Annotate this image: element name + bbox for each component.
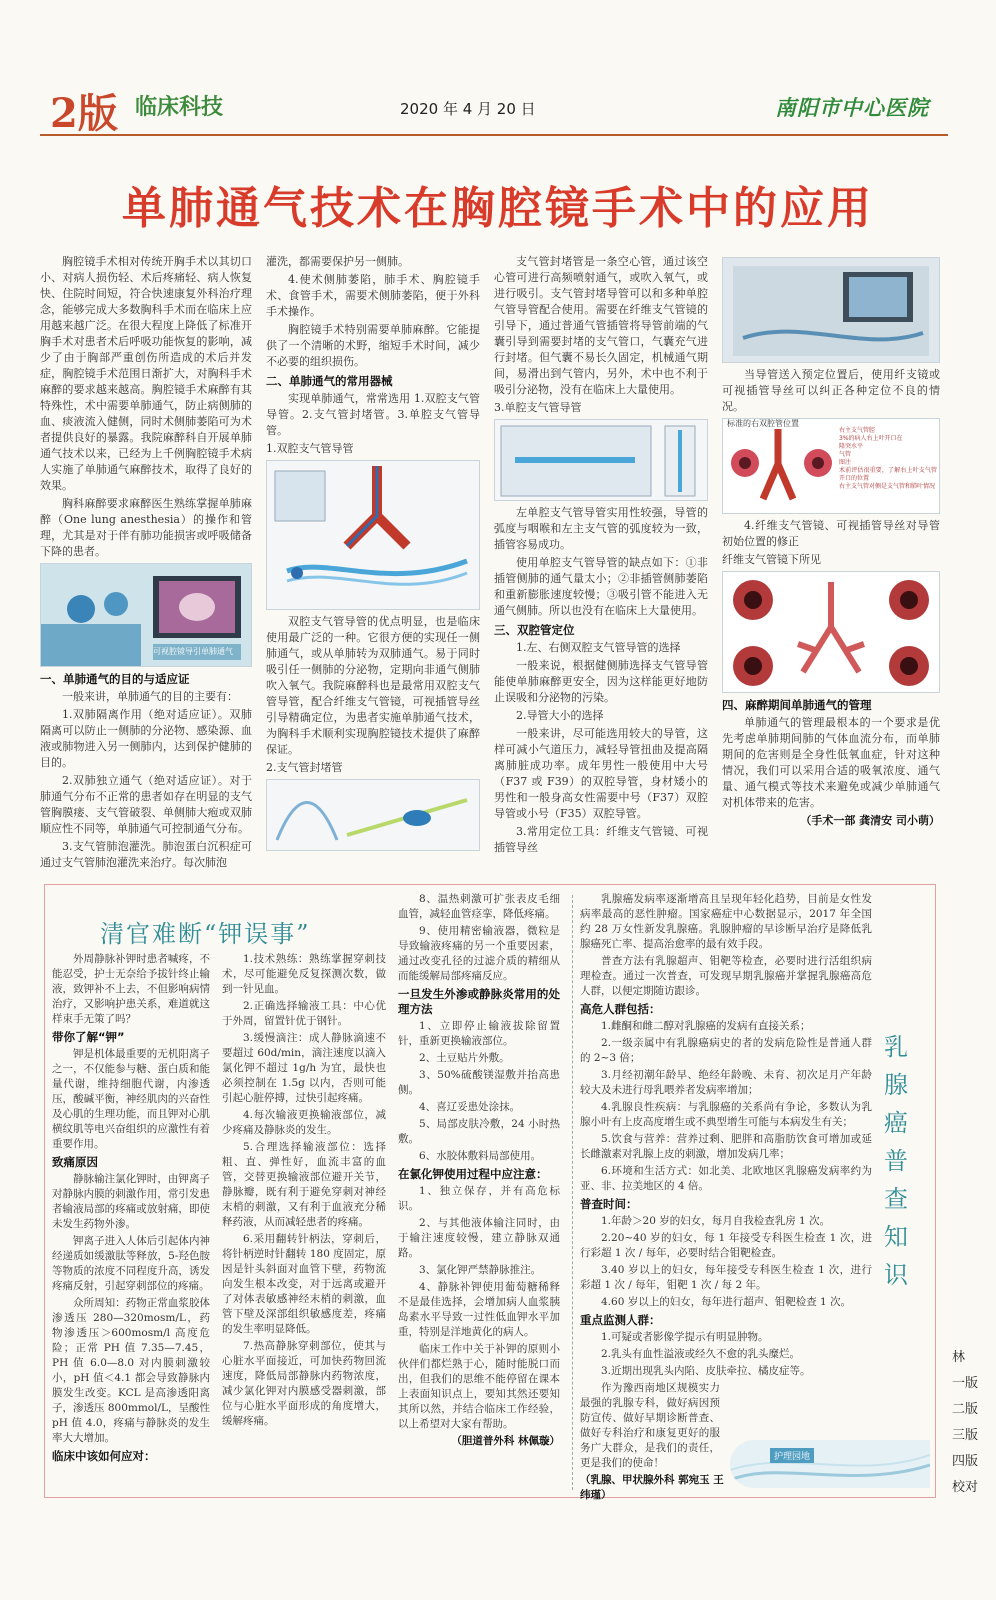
- list-item: 4.60 岁以上的妇女，每年进行超声、钼靶检查 1 次。: [601, 1296, 852, 1308]
- badge-decoration: [730, 1440, 930, 1488]
- paragraph: 支气管封堵管是一条空心管，通过该空心管可进行高频喷射通气，或吹入氧气，或进行吸引。支气管封堵导管可以和多种单腔气管导管配合使用。需要在纤维支气管镜的引导下，通过普通气管插管将导管前端的气囊引导到需要封堵的支气管口，气囊充气进行封堵。但气囊不易长久固定，机械通气期间，易滑出到气管内，另外，术中也不利于吸引分泌物，没有在临床上大量使用。: [494, 255, 708, 396]
- paragraph: 7.热高静脉穿刺部位，使其与心脏水平面接近，可加快药物回流速度，降低局部静脉内药物浓度，减少氯化钾对内膜感受器刺激，部位与心脏水平面形成的角度增大，缓解疼痛。: [222, 1340, 386, 1427]
- list-item: 2、土豆贴片外敷。: [419, 1052, 510, 1064]
- subheading: 普查时间：: [580, 1197, 638, 1211]
- list-item: 5、局部皮肤冷敷，24 小时热敷。: [398, 1118, 560, 1145]
- section-heading: 二、单肺通气的常用器械: [266, 374, 393, 388]
- bronchial-tube-diagram: [267, 461, 479, 610]
- column-divider: [572, 895, 573, 1490]
- list-item: 5.饮食与营养：营养过剩、肥胖和高脂肪饮食可增加或延长雌激素对乳腺上皮的刺激，增加发病几率；: [580, 1133, 872, 1160]
- diagram-note: 右主支气管腔: [839, 427, 876, 434]
- diagram-note: 术前评估很重要，了解右上叶支气管开口的位置: [839, 467, 937, 482]
- paragraph: 胸科麻醉要求麻醉医生熟练掌握单肺麻醉（One lung anesthesia）的操作和管理，尤其是对于伴有肺功能损害或呼吸储备下降的患者。: [40, 497, 252, 558]
- paragraph: 单肺通气的管理最根本的一个要求是优先考虑单肺期间肺的气体血流分布，而单肺期间的危害则是全身性低氧血症，针对这种情况，我们可以采用合适的吸氧浓度、通气量、通气模式等技术来避免或减少单肺通气对机体带来的危害。: [722, 716, 940, 809]
- diagram-note: 气管: [839, 451, 852, 458]
- paragraph: 胸腔镜手术特别需要单肺麻醉。它能提供了一个清晰的术野，缩短手术时间，减少不必要的组织损伤。: [266, 323, 480, 368]
- bronchoscopy-views-figure: [722, 571, 940, 693]
- paragraph: 使用单腔支气管导管的缺点如下：①非插管侧肺的通气量太小；②非插管侧肺萎陷和重新膨胀速度较慢；③吸引管不能进入无通气侧肺。所以也没有在临床上大量使用。: [494, 556, 708, 617]
- paragraph: 普查方法有乳腺超声、钼靶等检查，必要时进行活组织病理检查。通过一次普查，可发现早期乳腺癌并掌握乳腺癌高危人群，以便定期随访跟诊。: [580, 955, 872, 997]
- paragraph: 8、温热刺激可扩张表皮毛细血管，减轻血管痉挛，降低疼痛。: [398, 893, 560, 920]
- paragraph: 2.导管大小的选择: [516, 709, 604, 722]
- caption-paragraph: 当导管送入预定位置后，使用纤支镜或可视插管导丝可以纠正各种定位不良的情况。: [722, 368, 940, 413]
- paragraph: 钾是机体最重要的无机阳离子之一，不仅能参与糖、蛋白质和能量代谢，维持细胞代谢，内渗透压，酸碱平衡，神经肌肉的兴奋性及心肌的生理功能，而且钾对心肌横纹肌等电兴奋组织的应激性有着重要作用。: [52, 1048, 210, 1150]
- list-item: 1.可疑或者影像学提示有明显肿物。: [601, 1331, 769, 1343]
- list-item: 2、与其他液体输注同时，由于输注速度较慢，建立静脉双通路。: [398, 1217, 560, 1259]
- paragraph: 作为豫西南地区规模实力最强的乳腺专科，做好病因预防宣传、做好早期诊断普查、做好专科治疗和康复更好的服务广大群众，是我们的责任，更是我们的使命！: [580, 1382, 720, 1469]
- paragraph: 静脉输注氯化钾时，由钾离子对静脉内膜的刺激作用，常引发患者输液局部的疼痛或放射痛，即使未发生药物外渗。: [52, 1173, 210, 1230]
- paragraph: 1.左、右侧双腔支气管导管的选择: [516, 641, 681, 654]
- diagram-note: 3%的病人右上叶开口在: [839, 435, 903, 442]
- diagram-title: 标准的右双腔管位置: [727, 419, 799, 428]
- article3-vertical-title: 乳腺癌普查知识: [884, 1033, 908, 1289]
- paragraph: 胸腔镜手术相对传统开胸手术以其切口小、对病人损伤轻、术后疼痛轻、病人恢复快、住院时间短，符合快速康复外科治疗理念，能够完成大多数胸科手术而在临床上应用越来越广泛。在很大程度上降低了标准开胸手术对患者术后呼吸功能恢复的影响，减少了由于胸部严重创伤所造成的术后并发症，胸腔镜手术范围日渐扩大，对胸科手术麻醉的要求越来越高。胸腔镜手术麻醉有其特殊性，术中需要单肺通气，防止病侧肺的血、痰液流入健侧，同时术侧肺萎陷可为术者提供良好的暴露。我院麻醉科自开展单肺通气技术以来，已经为上千例胸腔镜手术病人实施了单肺通气麻醉技术，取得了良好的效果。: [40, 255, 252, 492]
- article1-col4: [722, 254, 940, 864]
- article2-col3: [398, 892, 560, 1492]
- list-item: 3.月经初潮年龄早、绝经年龄晚、未育、初次足月产年龄较大及未进行母乳喂养者发病率增加；: [580, 1069, 872, 1096]
- paragraph: 一般来讲，单肺通气的目的主要有：: [62, 690, 238, 703]
- list-item: 1.年龄＞20 岁的妇女，每月自我检查乳房 1 次。: [601, 1215, 831, 1227]
- section-heading: 四、麻醉期间单肺通气的管理: [722, 698, 872, 712]
- list-item: 6.环境和生活方式：如北美、北欧地区乳腺癌发病率约为亚、非、拉美地区的 4 倍。: [580, 1165, 872, 1192]
- edge-label: 林: [952, 1350, 966, 1365]
- paragraph: 3.常用定位工具：纤维支气管镜、可视插管导丝: [494, 825, 708, 854]
- list-item: 2.20~40 岁的妇女，每 1 年接受专科医生检查 1 次，进行彩超 1 次 / 每年，必要时结合钼靶检查。: [580, 1232, 872, 1259]
- paragraph: 钾离子进入人体后引起体内神经递质如缓激肽等释放，5-羟色胺等物质的浓度不同程度升高，诱发疼痛反射，引起穿刺部位的疼痛。: [52, 1235, 210, 1292]
- section-heading: 一、单肺通气的目的与适应证: [40, 672, 190, 686]
- paragraph: 乳腺癌发病率逐渐增高且呈现年轻化趋势，目前是女性发病率最高的恶性肿瘤。国家癌症中心数据显示，2017 年全国约 28 万女性新发乳腺癌。乳腺肿瘤的早诊断早治疗是降低乳腺癌死亡率、提高治愈率的最有效手段。: [580, 893, 872, 950]
- bronchoscope-views: [723, 572, 939, 693]
- bronchial-blocker-figure: [266, 779, 480, 851]
- paragraph: 1.双肺隔离作用（绝对适应证）。双肺隔离可以防止一侧肺的分泌物、感染源、血液或肺物进入另一侧肺内，达到保护健肺的目的。: [40, 708, 252, 769]
- article2-col2: [222, 952, 386, 1492]
- badge-label: 护理园地: [770, 1448, 814, 1463]
- list-item: 2.一级亲属中有乳腺癌病史的者的发病危险性是普通人群的 2~3 倍；: [580, 1037, 872, 1064]
- paragraph: 4.使术侧肺萎陷，肺手术、胸腔镜手术、食管手术，需要术侧肺萎陷，便于外科手术操作。: [266, 273, 480, 318]
- surgery-photo: [40, 563, 252, 667]
- double-lumen-tube-figure: [266, 460, 480, 610]
- article1-col3: [494, 254, 708, 864]
- author-byline: （胆道普外科 林佩璇）: [451, 1435, 560, 1447]
- list-item: 3、50%硫酸镁湿敷并抬高患侧。: [398, 1069, 560, 1096]
- list-item: 1、立即停止输液拔除留置针，重新更换输液部位。: [398, 1020, 560, 1047]
- single-lumen-tube-figure: [494, 419, 708, 501]
- photo-caption: 可视腔镜导引单肺通气: [153, 647, 233, 656]
- issue-date: 2020 年 4 月 20 日: [400, 100, 536, 118]
- subheading: 在氯化钾使用过程中应注意：: [398, 1167, 548, 1181]
- paragraph: 1.技术熟练：熟练掌握穿刺技术，尽可能避免反复探测次数，做到一针见血。: [222, 953, 386, 995]
- paragraph: 4.每次输液更换输液部位，减少疼痛及静脉炎的发生。: [222, 1109, 386, 1136]
- list-item: 3.40 岁以上的妇女，每年接受专科医生检查 1 次，进行彩超 1 次 / 每年，钼靶 1 次 / 每 2 年。: [580, 1264, 872, 1291]
- list-item: 4.乳腺良性疾病：与乳腺癌的关系尚有争论，多数认为乳腺小叶有上皮高度增生或不典型增生可能与本病发生有关；: [580, 1101, 872, 1128]
- list-item: 4、喜辽妥患处涂抹。: [419, 1101, 521, 1113]
- paragraph: 3.支气管肺泡灌洗。肺泡蛋白沉积症可通过支气管肺泡灌洗来治疗。每次肺泡: [40, 840, 252, 869]
- figure-title: 纤维支气管镜下所见: [722, 553, 821, 566]
- page-edge-labels: [952, 1345, 978, 1501]
- paragraph: 一般来讲，尽可能选用较大的导管，这样可减小气道压力，减轻导管扭曲及提高隔离肺脏成功率。成年男性一般使用中大号（F37 或 F39）的双腔导管，身材矮小的男性和一般身高女性需要中号（F37）双腔导管或小号（F35）双腔导管。: [494, 727, 708, 820]
- subheading: 重点监测人群：: [580, 1313, 661, 1327]
- paragraph: 5.合理选择输液部位：选择粗、直、弹性好，血流丰富的血管，交替更换输液部位避开关节，静脉瓣，既有利于避免穿刺对神经末梢的刺激，又有利于血液充分稀释药液，从而减轻患者的疼痛。: [222, 1141, 386, 1228]
- paragraph: 一般来说，根据健侧肺选择支气管导管能使单肺麻醉更安全，因为这样能更好地防止误吸和分泌物的污染。: [494, 659, 708, 704]
- subheading: 一旦发生外渗或静脉炎常用的处理方法: [398, 987, 560, 1016]
- list-item: 3.近期出现乳头内陷、皮肤牵拉、橘皮症等。: [601, 1365, 811, 1377]
- paragraph: 众所周知：药物正常血浆胶体渗透压 280—320mosm/L，药物渗透压＞600mosm/l 高度危险；正常 PH 值 7.35—7.45，PH 值 6.0—8.0 对内膜刺激较小，pH 值＜4.1 都会导致静脉内膜发生改变。KCL 是高渗透阳离子，渗透压 800mmol/L，呈酸性 pH 值 4.0，疼痛与静脉炎的发生率大大增加。: [52, 1297, 210, 1444]
- diagram-note: 右主支气管对侧是支气管和肺叶情况: [839, 483, 936, 490]
- diagram-note: 图注: [839, 459, 852, 466]
- list-item: 4、静脉补钾使用葡萄糖稀释不是最佳选择，会增加病人血浆胰岛素水平导致一过性低血钾水平加重，特别是洋地黄化的病人。: [398, 1281, 560, 1338]
- diagram-note: 隆突水平: [839, 443, 864, 450]
- figure-label: 2.支气管封堵管: [266, 761, 343, 774]
- subheading: 高危人群包括：: [580, 1002, 661, 1016]
- nursing-garden-badge: [730, 1440, 930, 1488]
- list-item: 2.乳头有血性溢液或经久不愈的乳头糜烂。: [601, 1348, 801, 1360]
- edition-number: 2版: [50, 90, 118, 137]
- intubation-tools-photo: [722, 257, 940, 363]
- article2-col1: [52, 952, 210, 1492]
- edge-label: 校对: [952, 1480, 979, 1495]
- article3-body: [580, 892, 872, 1501]
- list-item: 1、独立保存，并有高危标识。: [398, 1185, 560, 1212]
- edge-label: 三版: [952, 1428, 979, 1443]
- article1-col2: [266, 254, 480, 864]
- paragraph: 2.双肺独立通气（绝对适应证）。对于肺通气分布不正常的患者如存在明显的支气管胸膜瘘、支气管破裂、单侧肺大疱或双肺顺应性不同等，单肺通气可控制通气分布。: [40, 774, 252, 835]
- list-item: 1.雌酮和雌二醇对乳腺癌的发病有直接关系；: [601, 1020, 811, 1032]
- article1-col1: [40, 254, 252, 869]
- edge-label: 二版: [952, 1402, 979, 1417]
- subheading: 带你了解“钾”: [52, 1030, 125, 1044]
- diagram-notes: [839, 427, 937, 491]
- paragraph: 灌洗，都需要保护另一侧肺。: [266, 255, 409, 268]
- blocker-diagram: [267, 780, 479, 851]
- author-byline: （手术一部 龚清安 司小萌）: [800, 814, 940, 827]
- paragraph: 9、使用精密输液器，微粒是导致输液疼痛的另一个重要因素，通过改变孔径的过滤介质的精细从而能缓解局部疼痛反应。: [398, 925, 560, 982]
- paragraph: 临床工作中关于补钾的原则小伙伴们都烂熟于心，随时能脱口而出，但我们的思维不能停留在课本上表面知识点上，要知其然还要知其所以然，并结合临床工作经验，以上希望对大家有帮助。: [398, 1343, 560, 1430]
- tools-image: [723, 258, 939, 363]
- paragraph: 左单腔支气管导管实用性较强，导管的弧度与咽喉和左主支气管的弧度较为一致，插管容易成功。: [494, 506, 708, 551]
- right-dlt-position-figure: [722, 418, 940, 514]
- caption-paragraph: 4.纤维支气管镜、可视插管导丝对导管初始位置的修正: [722, 519, 940, 548]
- hospital-logo: 南阳市中心医院: [775, 95, 929, 120]
- single-lumen-diagram: [495, 420, 707, 501]
- figure-label: 3.单腔支气管导管: [494, 401, 582, 414]
- section-heading: 三、双腔管定位: [494, 623, 575, 637]
- masthead: [40, 74, 948, 136]
- author-byline: （乳腺、甲状腺外科 郭宛玉 王纬瑾）: [580, 1474, 724, 1501]
- subheading: 临床中该如何应对：: [52, 1449, 156, 1463]
- edge-label: 四版: [952, 1454, 979, 1469]
- edge-label: 一版: [952, 1376, 979, 1391]
- list-item: 3、氯化钾严禁静脉推注。: [419, 1264, 542, 1276]
- list-item: 6、水胶体敷料局部使用。: [419, 1150, 542, 1162]
- paragraph: 2.正确选择输液工具：中心优于外周，留置针优于钢针。: [222, 1000, 386, 1027]
- paragraph: 6.采用翻转针柄法，穿刺后，将针柄逆时针翻转 180 度固定，原因是针头斜面对血管下壁，药物流向发生根本改变，对于远离或避开了对体表敏感神经末梢的刺激，血管下壁及深部组织敏感度差，疼痛的发生率明显降低。: [222, 1233, 386, 1335]
- paragraph: 实现单肺通气，常常选用 1.双腔支气管导管。2.支气管封堵管。3.单腔支气管导管。: [266, 392, 480, 437]
- section-name: 临床科技: [135, 95, 224, 120]
- main-headline: 单肺通气技术在胸腔镜手术中的应用: [122, 183, 874, 234]
- figure-label: 1.双腔支气管导管: [266, 442, 354, 455]
- subheading: 致痛原因: [52, 1155, 98, 1169]
- article2-title: 清官难断“钾误事”: [100, 920, 311, 948]
- paragraph: 3.缓慢滴注：成人静脉滴速不要超过 60d/min，滴注速度以滴入氯化钾不超过 1g/h 为宜，最快也必须控制在 1.5g 以内，否则可能引起心脏停搏，过快引起疼痛。: [222, 1032, 386, 1104]
- paragraph: 外周静脉补钾时患者喊疼，不能忍受，护士无奈给予拔针终止输液，致钾补不上去，不但影响病情治疗，又影响护患关系，难道就这样束手无策了吗？: [52, 953, 210, 1025]
- paragraph: 双腔支气管导管的优点明显，也是临床使用最广泛的一种。它很方便的实现任一侧肺通气，或从单肺转为双肺通气。易于同时吸引任一侧肺的分泌物，定期向非通气侧肺吹入氧气。我院麻醉科也是最常用双腔支气管导管，配合纤维支气管镜，可视插管导丝引导精确定位，为患者实施单肺通气技术，为胸科手术顺利实现胸腔镜技术提供了麻醉保证。: [266, 615, 480, 756]
